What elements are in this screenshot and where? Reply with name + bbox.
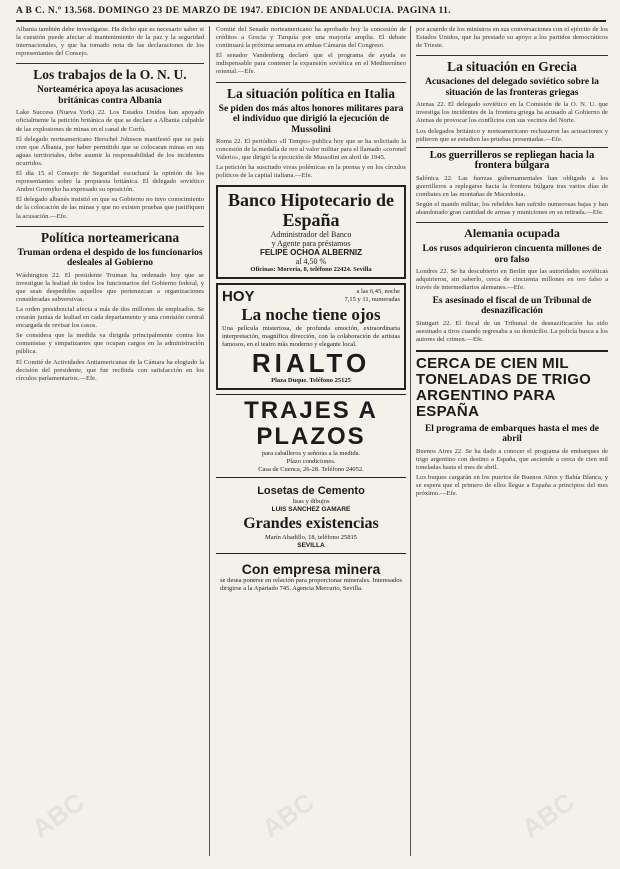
section-title-italia: La situación política en Italia <box>216 82 406 101</box>
article-text: La orden presidencial afecta a más de dos millones de empleados. Se crearán juntas de lealtad en cada departamento y una comisión central encargada de revisar los casos. <box>16 305 204 330</box>
article-text: Se considera que la medida va dirigida principalmente contra los comunistas y simpatizantes que ocupan cargos en la administración pública. <box>16 332 204 356</box>
article-text: Lake Success (Nueva York) 22. Los Estados Unidos han apoyado oficialmente la petición británica de que se declare a Albania culpable de las explosiones de minas en el canal de Corfú. <box>16 109 204 133</box>
ad-banco-hipotecario <box>216 185 406 279</box>
ad-name: LUIS SANCHEZ GAMARE <box>271 505 351 513</box>
ad-times: a las 6,45, noche <box>356 287 400 295</box>
ad-desc: Una película misteriosa, de profunda emoción, extraordinaria interpretación, magnífica dirección, con la colaboración de artistas famosos, en el teatro más moderno y elegante local. <box>222 324 400 348</box>
ad-title: Losetas de Cemento <box>257 484 365 497</box>
headline-fiscal: Es asesinado el fiscal de un Tribunal de desnazificación <box>432 295 592 316</box>
ad-line: y Agente para préstamos <box>271 238 351 248</box>
article-text: Los buques cargarán en los puertos de Buenos Aires y Bahía Blanca, y se espera que el primero de ellos llegue a España a principios del mes próximo.—Efe. <box>416 474 608 498</box>
article-text: Salónica 22. Las fuerzas gubernamentales han obligado a los guerrilleros a replegarse hacia la frontera búlgara tras varios días de combates en las montañas de Macedonia. <box>416 174 608 198</box>
article-text: Según el mando militar, los rebeldes han sufrido numerosas bajas y han abandonado gran cantidad de armas y municiones en su retirada.—Efe. <box>416 201 608 217</box>
article-text: El delegado norteamericano Herschel Johnson manifestó que su país cree que Albania, por haber permitido que se colocaran minas en sus aguas territoriales, debe asumir la responsabilidad de los incidentes ocurridos. <box>16 135 204 167</box>
article-text: El senador Vandenberg declaró que el programa de ayuda es indispensable para contener la expansión soviética en el Mediterráneo oriental.—Efe. <box>216 52 406 76</box>
watermark-logo: ABC <box>516 786 580 844</box>
ad-text: se desea ponerse en relación para proporcionar minerales. Interesados dirigirse a la Apartado 745. Agencia Mercurio, Sevilla. <box>220 576 402 592</box>
article-text: Atenas 22. El delegado soviético en la Comisión de la O. N. U. que investiga los incidentes de la frontera griega ha acusado al Gobierno de Atenas de provocar los conflictos con sus vecinos del Norte. <box>416 101 608 125</box>
header-rule <box>16 20 606 22</box>
ad-cinema-rialto <box>216 283 406 390</box>
ad-footer: Casa de Cuenca, 26-28. Teléfono 24052. <box>258 465 364 473</box>
ad-losetas <box>216 482 406 554</box>
article-text: Londres 22. Se ha descubierto en Berlín que las autoridades soviéticas adquirieron, sin saberlo, cerca de cincuenta millones en oro falso a través de intermediarios alemanes.—Efe. <box>416 268 608 292</box>
column-middle <box>216 26 406 856</box>
ad-line: para caballeros y señoras a la medida. <box>261 449 361 457</box>
section-title-grecia: La situación en Grecia <box>416 55 608 74</box>
article-text: Wáshington 22. El presidente Truman ha ordenado hoy que se investigue la lealtad de todos los funcionarios del Gobierno federal, y que sean despedidos aquellos que pertenezcan a organizaciones consideradas subversivas. <box>16 271 204 303</box>
ad-times: 7,15 y 11, numeradas <box>344 295 400 303</box>
headline-truman: Truman ordena el despido de los funcionarios desleales al Gobierno <box>17 247 203 269</box>
ad-address: Marín Abadillo, 18, teléfono 25815 <box>264 533 358 541</box>
article-text: La petición ha suscitado vivas polémicas en la prensa y en los círculos políticos de la capital italiana.—Efe. <box>216 164 406 180</box>
ad-title: TRAJES A PLAZOS <box>244 396 378 450</box>
ad-venue: RIALTO <box>251 347 371 378</box>
page-header: A B C. N.º 13.568. DOMINGO 23 DE MARZO DE 1947. EDICION DE ANDALUCIA. PAGINA 11. <box>16 6 452 16</box>
ad-line: Administrador del Banco <box>270 229 352 239</box>
ad-footer: Oficinas: Moreria, 8, teléfono 22424. Sevilla <box>250 265 372 273</box>
headline-oro-falso: Los rusos adquirieron cincuenta millones de oro falso <box>422 244 602 265</box>
ad-empresa-minera <box>216 558 406 596</box>
watermark-logo: ABC <box>26 786 90 844</box>
headline-trigo: CERCA DE CIEN MIL TONELADAS DE TRIGO ARGENTINO PARA ESPAÑA <box>416 350 608 420</box>
column-right <box>416 26 608 856</box>
ad-title: Con empresa minera <box>241 560 381 577</box>
ad-film-title: La noche tiene ojos <box>241 304 381 324</box>
column-divider <box>410 26 411 856</box>
article-text: Stuttgart 22. El fiscal de un Tribunal de desnazificación ha sido asesinado a tiros cuando regresaba a su domicilio. La policía busca a los autores del crimen.—Efe. <box>416 319 608 343</box>
ad-title: Banco Hipotecario de España <box>228 189 394 230</box>
article-text: Albania también debe investigarse. Ha dicho que es necesario saber si la cuestión puede afectar al mantenimiento de la paz y la seguridad internacionales, y que ha tomado nota de las declaraciones de los representantes del Consejo. <box>16 26 204 58</box>
section-title-onu: Los trabajos de la O. N. U. <box>16 63 204 82</box>
article-text: Comité del Senado norteamericano ha aprobado hoy la concesión de créditos a Grecia y Turquía por una mayoría amplia. El debate continuará la próxima semana en ambas Cámaras del Congreso. <box>216 26 406 50</box>
ad-hoy: HOY <box>222 287 255 305</box>
ad-trajes <box>216 394 406 478</box>
article-text: Los delegados británico y norteamericano rechazaron las acusaciones y pidieron que se estudien las pruebas presentadas.—Efe. <box>416 127 608 143</box>
ad-line: Plazo condiciones. <box>286 457 336 465</box>
headline-albania: Norteamérica apoya las acusaciones británicas contra Albania <box>37 85 183 106</box>
ad-name: FELIPE OCHOA ALBERNIZ <box>259 247 363 257</box>
headline-guerrilleros: Los guerrilleros se repliegan hacia la frontera búlgara <box>416 147 608 172</box>
article-text: Buenos Aires 22. Se ha dado a conocer el programa de embarques de trigo argentino con destino a España, que asciende a cerca de cien mil toneladas hasta el mes de abril. <box>416 447 608 471</box>
ad-line: lisas y dibujos <box>292 497 330 505</box>
watermark-logo: ABC <box>256 786 320 844</box>
ad-line: al 4,50 % <box>295 256 327 266</box>
ad-city: SEVILLA <box>297 541 325 549</box>
section-title-politica: Política norteamericana <box>16 226 204 245</box>
headline-grecia: Acusaciones del delegado soviético sobre la situación de las fronteras griegas <box>425 77 599 98</box>
article-text: El Comité de Actividades Antiamericanas de la Cámara ha elogiado la decisión del presidente, que fue recibida con satisfacción en los círculos parlamentarios.—Efe. <box>16 358 204 382</box>
subheadline-trigo: El programa de embarques hasta el mes de abril <box>424 423 600 445</box>
article-text: por acuerdo de los ministros en sus conversaciones con el ejército de los Estados Unidos, que ha prestado su apoyo a los partidos democráticos de Trieste. <box>416 26 608 50</box>
article-text: El día 15 el Consejo de Seguridad escuchará la opinión de los representantes sobre la propuesta británica. El delegado soviético Andrei Gromyko ha expresado su oposición. <box>16 170 204 194</box>
article-text: Roma 22. El periódico «Il Tempo» publica hoy que se ha solicitado la concesión de la medalla de oro al valor militar para el llamado «coronel Valerio», que dirigió la ejecución de Mussolini en abril de 1945. <box>216 138 406 162</box>
ad-title: Grandes existencias <box>243 514 379 532</box>
ad-address: Plaza Duque. Teléfono 25125 <box>271 376 351 384</box>
column-left <box>16 26 204 856</box>
column-divider <box>209 26 210 856</box>
article-text: El delegado albanés insistió en que su Gobierno no tuvo conocimiento de la colocación de las minas y que no existen pruebas que justifiquen la acusación.—Efe. <box>16 196 204 220</box>
section-title-alemania: Alemania ocupada <box>416 222 608 241</box>
headline-mussolini: Se piden dos más altos honores militares para el individuo que dirigió la ejecución de Mussolini <box>218 103 404 135</box>
